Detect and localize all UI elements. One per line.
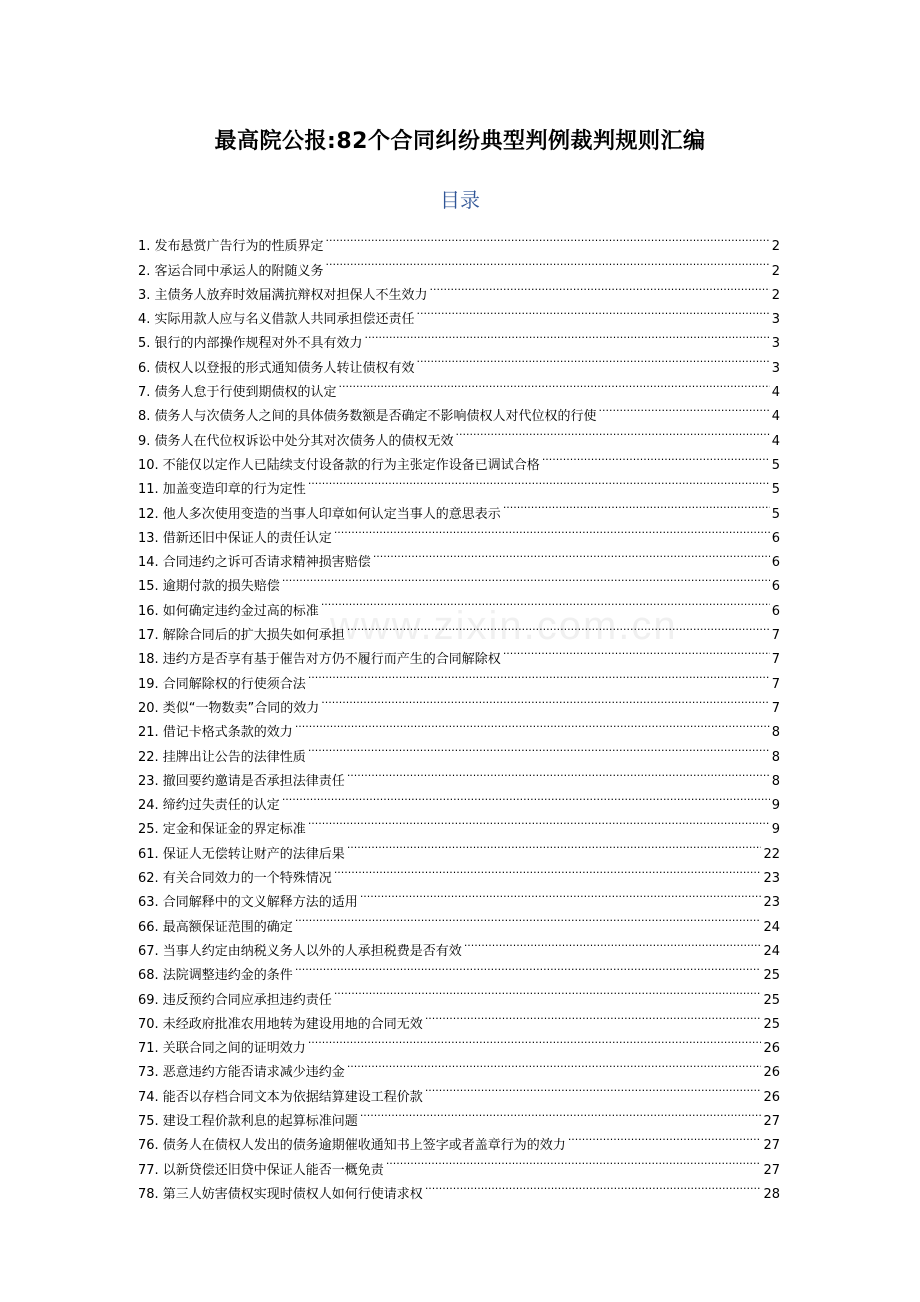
toc-entry-label[interactable]: 1. 发布悬赏广告行为的性质界定 [138,239,324,255]
toc-entry-page-number[interactable]: 6 [771,555,780,571]
toc-dot-leader [425,1076,762,1100]
toc-dot-leader [334,979,762,1003]
table-of-contents [138,226,780,1202]
toc-entry-page-number[interactable]: 5 [771,506,780,522]
toc-entry-label[interactable]: 18. 违约方是否享有基于催告对方仍不履行而产生的合同解除权 [138,652,501,668]
toc-entry-page-number[interactable]: 5 [771,457,780,473]
toc-entry-label[interactable]: 77. 以新贷偿还旧贷中保证人能否一概免责 [138,1162,384,1178]
toc-entry-label[interactable]: 15. 逾期付款的损失赔偿 [138,579,280,595]
toc-dot-leader [430,275,770,299]
toc-entry-page-number[interactable]: 27 [763,1162,780,1178]
toc-entry-label[interactable]: 22. 挂牌出让公告的法律性质 [138,749,306,765]
toc-entry-page-number[interactable]: 26 [763,1041,780,1057]
toc-entry-page-number[interactable]: 28 [763,1186,780,1202]
toc-entry-label[interactable]: 62. 有关合同效力的一个特殊情况 [138,871,332,887]
toc-dot-leader [360,1101,762,1125]
toc-dot-leader [321,688,769,712]
toc-entry-page-number[interactable]: 25 [763,968,780,984]
toc-entry-label[interactable]: 19. 合同解除权的行使须合法 [138,676,306,692]
toc-dot-leader [347,615,770,639]
toc-entry-label[interactable]: 14. 合同违约之诉可否请求精神损害赔偿 [138,555,371,571]
toc-heading: 目录 [440,188,480,212]
toc-dot-leader [373,542,770,566]
toc-entry-label[interactable]: 5. 银行的内部操作规程对外不具有效力 [138,336,363,352]
toc-entry-label[interactable]: 4. 实际用款人应与名义借款人共同承担偿还责任 [138,312,415,328]
toc-dot-leader [321,590,770,614]
toc-entry-label[interactable]: 21. 借记卡格式条款的效力 [138,725,293,741]
toc-entry-page-number[interactable]: 9 [771,822,780,838]
toc-entry-page-number[interactable]: 4 [771,409,780,425]
toc-dot-leader [326,250,770,274]
toc-dot-leader [295,712,770,736]
toc-dot-leader [339,372,770,396]
toc-entry-page-number[interactable]: 3 [771,360,780,376]
toc-dot-leader [308,809,770,833]
toc-entry-page-number[interactable]: 25 [763,992,780,1008]
toc-entry-label[interactable]: 9. 债务人在代位权诉讼中处分其对次债务人的债权无效 [138,433,454,449]
toc-entry-label[interactable]: 8. 债务人与次债务人之间的具体债务数额是否确定不影响债权人对代位权的行使 [138,409,597,425]
toc-entry-label[interactable]: 61. 保证人无偿转让财产的法律后果 [138,846,345,862]
toc-dot-leader [599,396,770,420]
toc-entry-label[interactable]: 10. 不能仅以定作人已陆续支付设备款的行为主张定作设备已调试合格 [138,457,540,473]
toc-dot-leader [282,566,770,590]
toc-entry-label[interactable]: 3. 主债务人放弃时效届满抗辩权对担保人不生效力 [138,287,428,303]
toc-dot-leader [326,226,770,250]
watermark: www.zixin.com.cn [330,604,678,648]
toc-entry-page-number[interactable]: 2 [771,263,780,279]
toc-entry-label[interactable]: 6. 债权人以登报的形式通知债务人转让债权有效 [138,360,415,376]
toc-dot-leader [417,347,770,371]
toc-dot-leader [347,1052,762,1076]
toc-entry-label[interactable]: 74. 能否以存档合同文本为依据结算建设工程价款 [138,1089,423,1105]
toc-entry-page-number[interactable]: 24 [763,919,780,935]
toc-dot-leader [334,858,762,882]
toc-entry-page-number[interactable]: 8 [771,725,780,741]
toc-entry-label[interactable]: 68. 法院调整违约金的条件 [138,968,293,984]
toc-dot-leader [464,931,762,955]
toc-entry-page-number[interactable]: 9 [771,798,780,814]
toc-dot-leader [503,493,770,517]
toc-dot-leader [308,663,770,687]
toc-entry-label[interactable]: 12. 他人多次使用变造的当事人印章如何认定当事人的意思表示 [138,506,501,522]
toc-dot-leader [282,785,770,809]
toc-entry-label[interactable]: 63. 合同解释中的文义解释方法的适用 [138,895,358,911]
toc-entry-label[interactable]: 16. 如何确定违约金过高的标准 [138,603,319,619]
toc-dot-leader [295,906,762,930]
toc-entry-page-number[interactable]: 26 [763,1065,780,1081]
toc-entry-label[interactable]: 13. 借新还旧中保证人的责任认定 [138,530,332,546]
toc-dot-leader [386,1149,762,1173]
toc-entry-page-number[interactable]: 8 [771,749,780,765]
toc-dot-leader [425,1004,762,1028]
toc-entry-label[interactable]: 7. 债务人怠于行使到期债权的认定 [138,385,337,401]
toc-entry-label[interactable]: 66. 最高额保证范围的确定 [138,919,293,935]
toc-dot-leader [503,639,770,663]
toc-entry-label[interactable]: 75. 建设工程价款利息的起算标准问题 [138,1113,358,1129]
toc-entry-page-number[interactable]: 7 [771,676,780,692]
toc-entry-page-number[interactable]: 23 [763,895,780,911]
toc-entry-page-number[interactable]: 6 [771,530,780,546]
toc-entry-label[interactable]: 24. 缔约过失责任的认定 [138,798,280,814]
toc-entry-page-number[interactable]: 24 [763,943,780,959]
document-title: 最高院公报:82个合同纠纷典型判例裁判规则汇编 [214,129,706,154]
toc-entry-page-number[interactable]: 7 [771,652,780,668]
toc-dot-leader [568,1125,762,1149]
toc-dot-leader [308,469,770,493]
toc-entry-label[interactable]: 67. 当事人约定由纳税义务人以外的人承担税费是否有效 [138,943,462,959]
toc-entry-page-number[interactable]: 3 [771,336,780,352]
toc-entry-label[interactable]: 71. 关联合同之间的证明效力 [138,1041,306,1057]
toc-entry-label[interactable]: 25. 定金和保证金的界定标准 [138,822,306,838]
toc-entry-label[interactable]: 78. 第三人妨害债权实现时债权人如何行使请求权 [138,1186,423,1202]
toc-dot-leader [542,445,770,469]
toc-entry-label[interactable]: 17. 解除合同后的扩大损失如何承担 [138,628,345,644]
toc-entry[interactable] [138,226,780,255]
toc-dot-leader [308,1028,762,1052]
toc-entry-label[interactable]: 23. 撤回要约邀请是否承担法律责任 [138,773,345,789]
toc-dot-leader [425,1174,762,1198]
toc-dot-leader [456,420,770,444]
toc-entry-page-number[interactable]: 27 [763,1113,780,1129]
toc-dot-leader [347,761,770,785]
toc-dot-leader [360,882,762,906]
toc-entry-page-number[interactable]: 27 [763,1138,780,1154]
toc-entry-page-number[interactable]: 7 [771,628,780,644]
toc-entry-page-number[interactable]: 8 [771,773,780,789]
toc-entry-page-number[interactable]: 22 [763,846,780,862]
toc-entry-label[interactable]: 73. 恶意违约方能否请求减少违约金 [138,1065,345,1081]
toc-entry-page-number[interactable]: 6 [771,603,780,619]
toc-entry-label[interactable]: 69. 违反预约合同应承担违约责任 [138,992,332,1008]
toc-entry-page-number[interactable]: 3 [771,312,780,328]
toc-entry-page-number[interactable]: 2 [771,287,780,303]
toc-entry-label[interactable]: 20. 类似“一物数卖”合同的效力 [138,700,320,716]
toc-entry-page-number[interactable]: 25 [763,1016,780,1032]
toc-entry-label[interactable]: 2. 客运合同中承运人的附随义务 [138,263,324,279]
toc-entry-page-number[interactable]: 2 [771,239,780,255]
toc-dot-leader [417,299,770,323]
toc-dot-leader [334,518,770,542]
toc-entry-label[interactable]: 11. 加盖变造印章的行为定性 [138,482,306,498]
toc-entry-label[interactable]: 76. 债务人在债权人发出的债务逾期催收通知书上签字或者盖章行为的效力 [138,1138,566,1154]
toc-entry-page-number[interactable]: 4 [771,433,780,449]
toc-dot-leader [308,736,770,760]
toc-entry-page-number[interactable]: 6 [771,579,780,595]
toc-entry-page-number[interactable]: 26 [763,1089,780,1105]
toc-entry-label[interactable]: 70. 未经政府批准农用地转为建设用地的合同无效 [138,1016,423,1032]
toc-entry-page-number[interactable]: 5 [771,482,780,498]
toc-entry-page-number[interactable]: 23 [763,871,780,887]
toc-dot-leader [347,833,762,857]
toc-dot-leader [295,955,762,979]
toc-entry-page-number[interactable]: 4 [771,385,780,401]
toc-dot-leader [365,323,770,347]
toc-entry-page-number[interactable]: 7 [771,700,780,716]
